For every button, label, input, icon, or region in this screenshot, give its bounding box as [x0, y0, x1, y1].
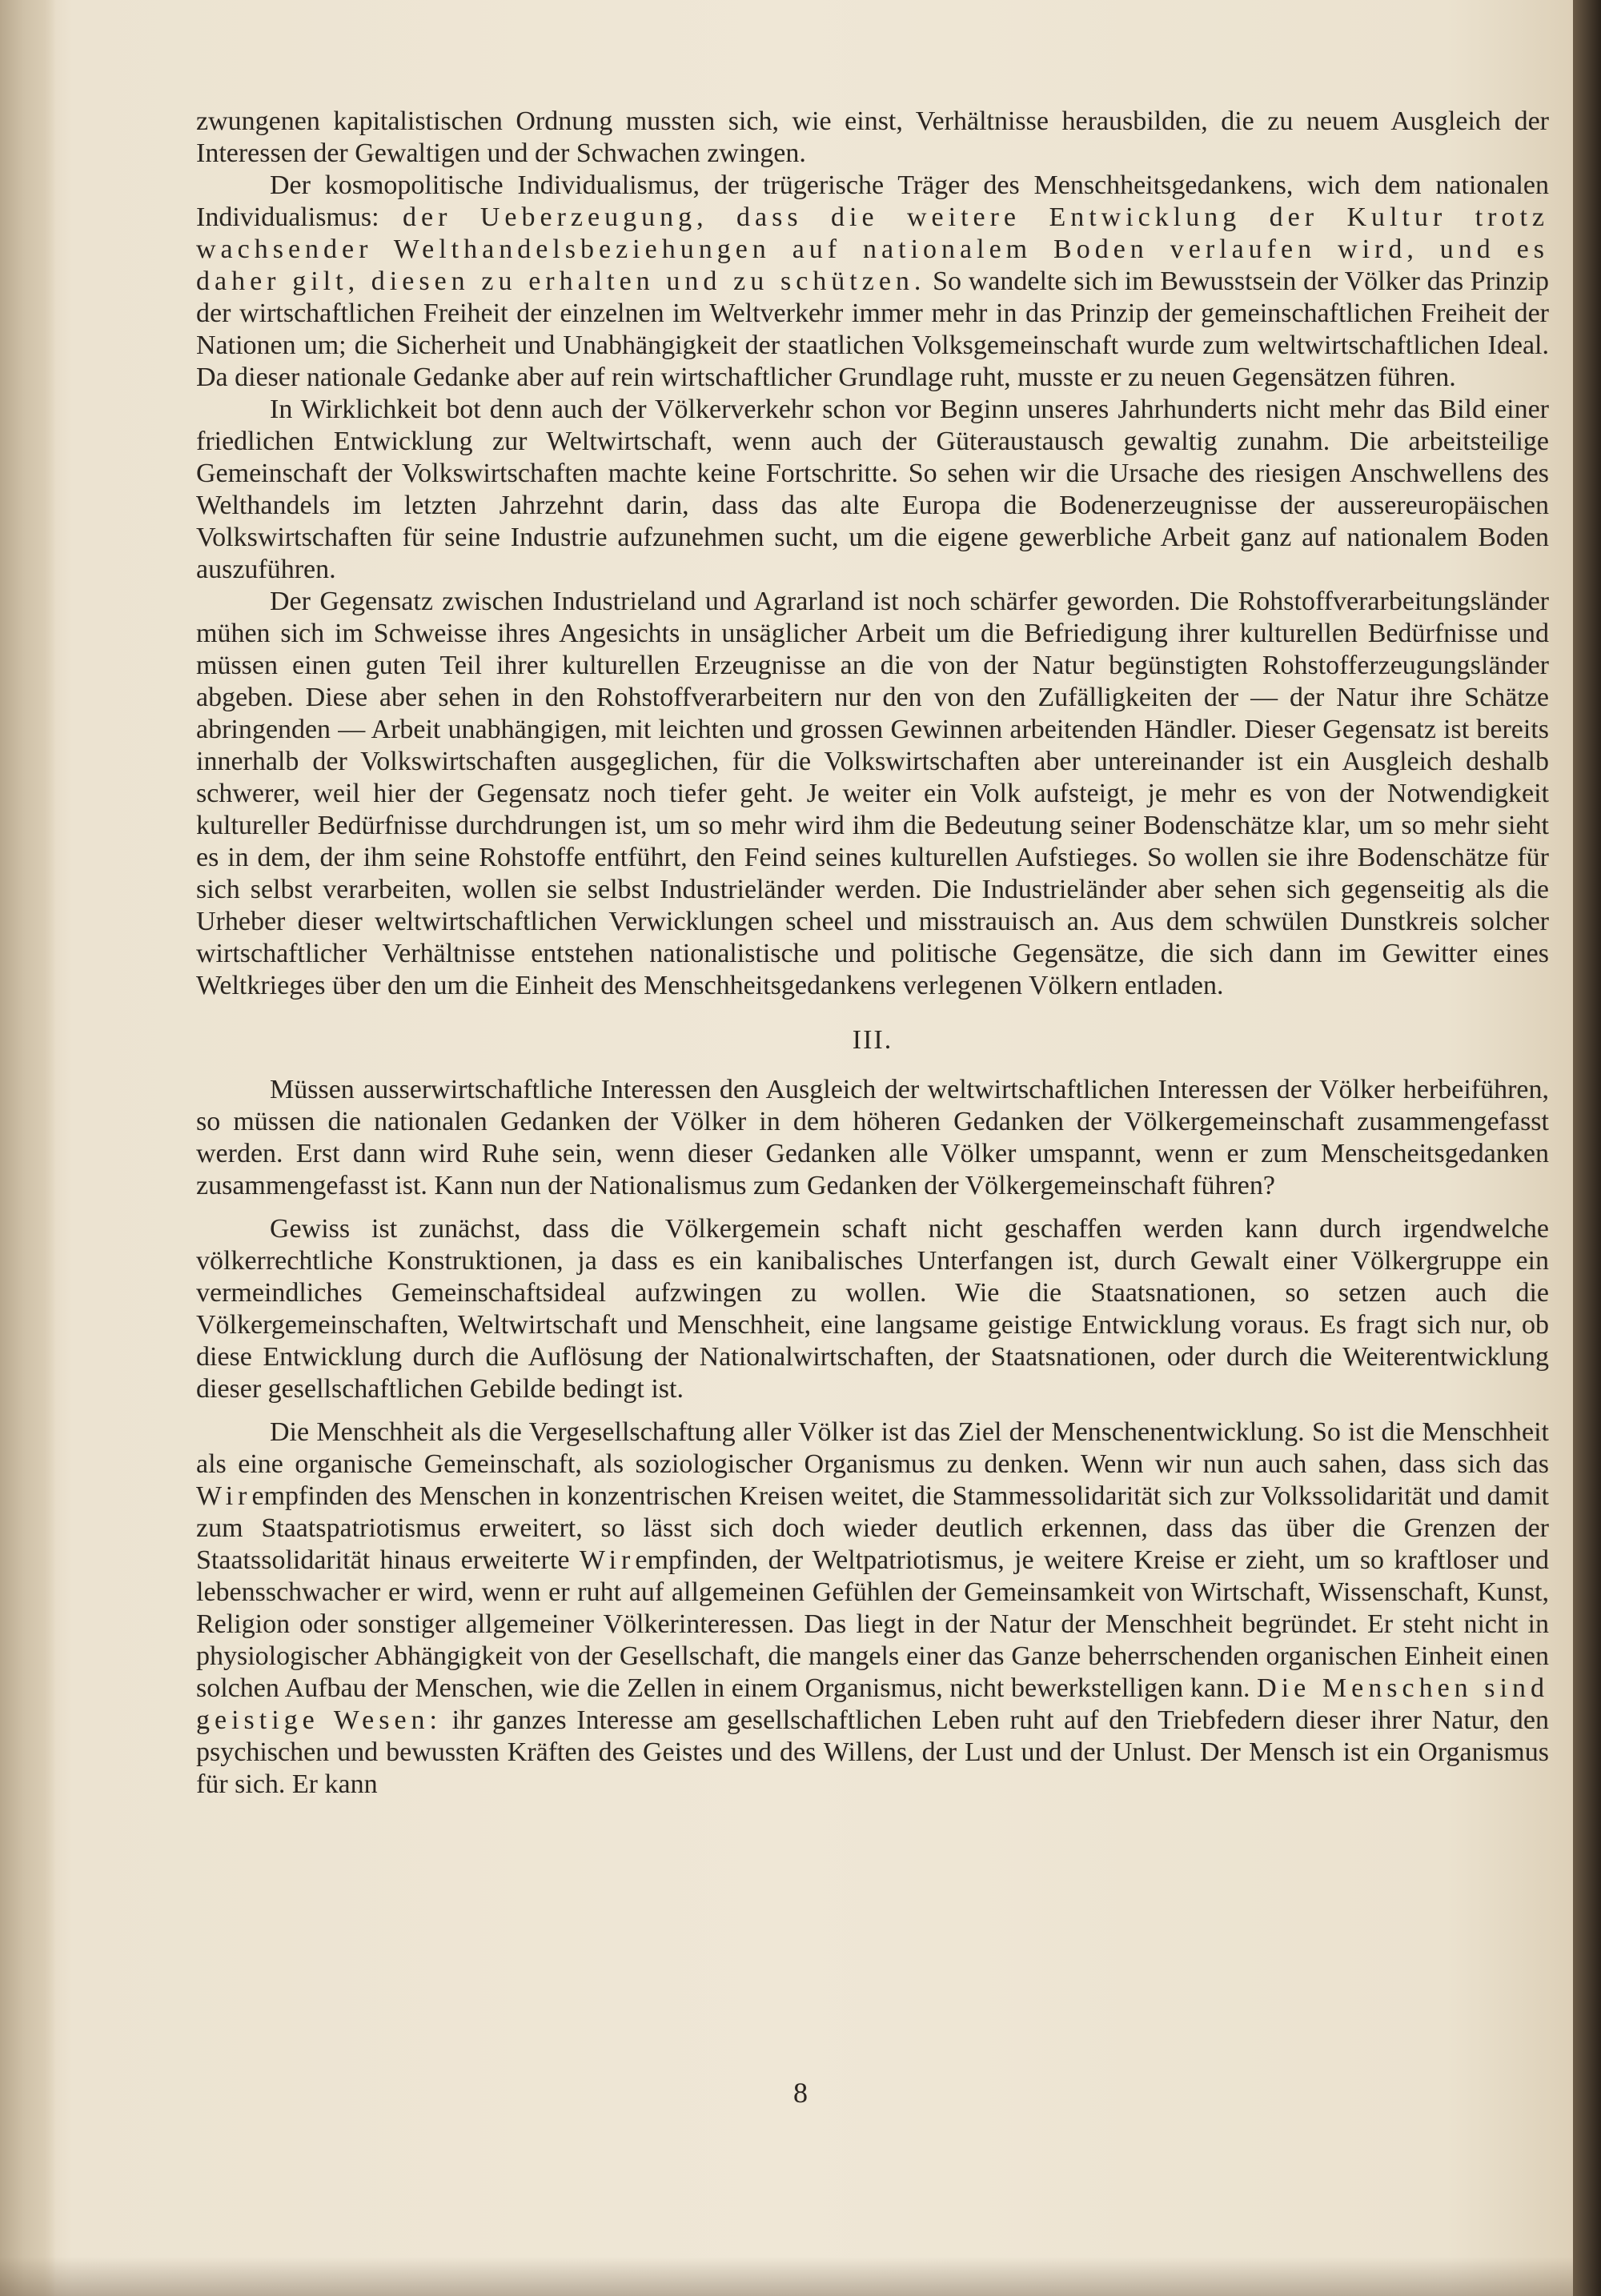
- paragraph-gewiss: Gewiss ist zunächst, dass die Völkergemein schaft nicht geschaffen werden kann durch irgendwelche völkerrechtliche Konstruktionen, ja dass es ein kanibalisches Unterfangen ist, durch Gewalt einer Völkergruppe ein vermeindliches Gemeinschaftsideal aufzwingen zu wollen. Wie die Staatsnationen, so setzen auch die Völkergemeinschaften, Weltwirtschaft und Menschheit, eine langsame geistige Entwicklung voraus. Es fragt sich nur, ob diese Entwicklung durch die Auflösung der Nationalwirtschaften, der Staatsnationen, oder durch die Weiterentwicklung dieser gesellschaftlichen Gebilde bedingt ist.: [196, 1214, 1549, 1404]
- page-number: 8: [793, 2077, 808, 2109]
- paragraph-kosmopolitisch: [196, 170, 1549, 394]
- page-gutter: [0, 0, 56, 2296]
- intro-paragraph: zwungenen kapitalistischen Ordnung mussten sich, wie einst, Verhältnisse herausbilden, die zu neuem Ausgleich der Interessen der Gewaltigen und der Schwachen zwingen.: [196, 106, 1549, 168]
- paragraph-menschheit-b: empfinden des Menschen in konzentrischen Kreisen weitet, die Stammessolidarität sich zur Volkssolidarität und damit zum Staatspatriotismus erweitert, so lässt sich doch wieder deutlich erkennen, dass das über die Grenzen der Staatssolidarität hinaus erweiterte: [196, 1481, 1549, 1575]
- paragraph-menschheit-c: empfinden, der Weltpatriotismus, je weitere Kreise er zieht, um so kraftloser und lebensschwacher er wird, wenn er ruht auf allgemeinen Gefühlen der Gemeinsamkeit von Wirtschaft, Wissenschaft, Kunst, Religion oder sonstiger allgemeiner Völkerinteressen. Das liegt in der Natur der Menschheit begründet. Er steht nicht in physiologischer Abhängigkeit von der Gesellschaft, die mangels einer das Ganze beherrschenden organischen Einheit einen solchen Aufbau der Menschen, wie die Zellen in einem Organismus, nicht bewerkstelligen kann.: [196, 1545, 1550, 1703]
- spaced-emphasis-geistige-wesen: Die Menschen sind geistige Wesen:: [196, 1673, 1549, 1735]
- paragraph-menschheit: [196, 1416, 1549, 1801]
- page-body: [196, 106, 1549, 1801]
- paragraph-wirklichkeit: In Wirklichkeit bot denn auch der Völkerverkehr schon vor Beginn unseres Jahrhunderts nicht mehr das Bild einer friedlichen Entwicklung zur Weltwirtschaft, wenn auch der Güteraustausch gewaltig zunahm. Die arbeitsteilige Gemeinschaft der Volkswirtschaften machte keine Fortschritte. So sehen wir die Ursache des riesigen Anschwellens des Welthandels im letzten Jahrzehnt darin, dass das alte Europa die Bodenerzeugnisse der aussereuropäischen Volkswirtschaften für seine Industrie aufzunehmen sucht, um die eigene gewerbliche Arbeit ganz auf nationalem Boden auszuführen.: [196, 395, 1549, 584]
- paragraph-menschheit-a: Die Menschheit als die Vergesellschaftung aller Völker ist das Ziel der Menschenentwicklung. So ist die Menschheit als eine organische Gemeinschaft, als soziologischer Organismus zu denken. Wenn wir nun auch sahen, dass sich das: [196, 1417, 1549, 1479]
- spaced-emphasis-ueberzeugung: der Ueberzeugung, dass die weitere Entwicklung der Kultur trotz wachsender Welthandelsbeziehungen auf nationalem Boden verlaufen wird, und es daher gilt, diesen zu erhalten und zu schützen.: [196, 202, 1549, 296]
- paragraph-kosmopolitisch-a: Der kosmopolitische Individualismus, der trügerische Träger des Menschheitsgedankens, wich dem nationalen Individualismus:: [196, 170, 1549, 232]
- section-heading: III.: [852, 1025, 893, 1055]
- paragraph-menschheit-d: ihr ganzes Interesse am gesellschaftlichen Leben ruht auf den Triebfedern dieser ihrer Natur, den psychischen und bewussten Kräften des Geistes und des Willens, der Lust und der Unlust. Der Mensch ist ein Organismus für sich. Er kann: [196, 1705, 1549, 1799]
- book-edge: [1573, 0, 1601, 2296]
- page-bottom-shadow: [0, 2257, 1573, 2296]
- paragraph-muessen: Müssen ausserwirtschaftliche Interessen den Ausgleich der weltwirtschaftlichen Interessen der Völker herbeiführen, so müssen die nationalen Gedanken der Völker in dem höheren Gedanken der Völkergemeinschaft zusammengefasst werden. Erst dann wird Ruhe sein, wenn dieser Gedanken alle Völker umspannt, wenn er zum Menscheitsgedanken zusammengefasst ist. Kann nun der Nationalismus zum Gedanken der Völkergemeinschaft führen?: [196, 1075, 1549, 1200]
- paragraph-gegensatz: Der Gegensatz zwischen Industrieland und Agrarland ist noch schärfer geworden. Die Rohstoffverarbeitungsländer mühen sich im Schweisse ihres Angesichts in unsäglicher Arbeit um die Befriedigung ihrer kulturellen Bedürfnisse und müssen einen guten Teil ihrer kulturellen Erzeugnisse an die von der Natur begünstigten Rohstofferzeugungsländer abgeben. Diese aber sehen in den Rohstoffverarbeitern nur den von den Zufälligkeiten der — der Natur ihre Schätze abringenden — Arbeit unabhängigen, mit leichten und grossen Gewinnen arbeitenden Händler. Dieser Gegensatz ist bereits innerhalb der Volkswirtschaften ausgeglichen, für die Volkswirtschaften aber untereinander ist ein Ausgleich deshalb schwerer, weil hier der Gegensatz noch tiefer geht. Je weiter ein Volk aufsteigt, je mehr es von der Notwendigkeit kultureller Bedürfnisse durchdrungen ist, um so mehr wird ihm die Bedeutung seiner Bodenschätze klar, um so mehr sieht es in dem, der ihm seine Rohstoffe entführt, den Feind seines kulturellen Aufstieges. So wollen sie ihre Bodenschätze für sich selbst verarbeiten, wollen sie selbst Industrieländer werden. Die Industrieländer aber sehen sich gegenseitig als die Urheber dieser weltwirtschaftlichen Verwicklungen scheel und misstrauisch an. Aus dem schwülen Dunstkreis solcher wirtschaftlicher Verhältnisse entstehen nationalistische und politische Gegensätze, die sich dann im Gewitter eines Weltkrieges über den um die Einheit des Menschheitsgedankens verlegenen Völkern entladen.: [196, 587, 1549, 1000]
- paragraph-kosmopolitisch-b: So wandelte sich im Bewusstsein der Völker das Prinzip der wirtschaftlichen Freiheit der einzelnen im Weltverkehr immer mehr in das Prinzip der gemeinschaftlichen Freiheit der Nationen um; die Sicherheit und Unabhängigkeit der staatlichen Volksgemeinschaft wurde zum weltwirtschaftlichen Ideal. Da dieser nationale Gedanke aber auf rein wirtschaftlicher Grundlage ruht, musste er zu neuen Gegensätzen führen.: [196, 266, 1549, 392]
- spaced-emphasis-wir-1: Wir: [196, 1481, 252, 1511]
- spaced-emphasis-wir-2: Wir: [579, 1545, 636, 1575]
